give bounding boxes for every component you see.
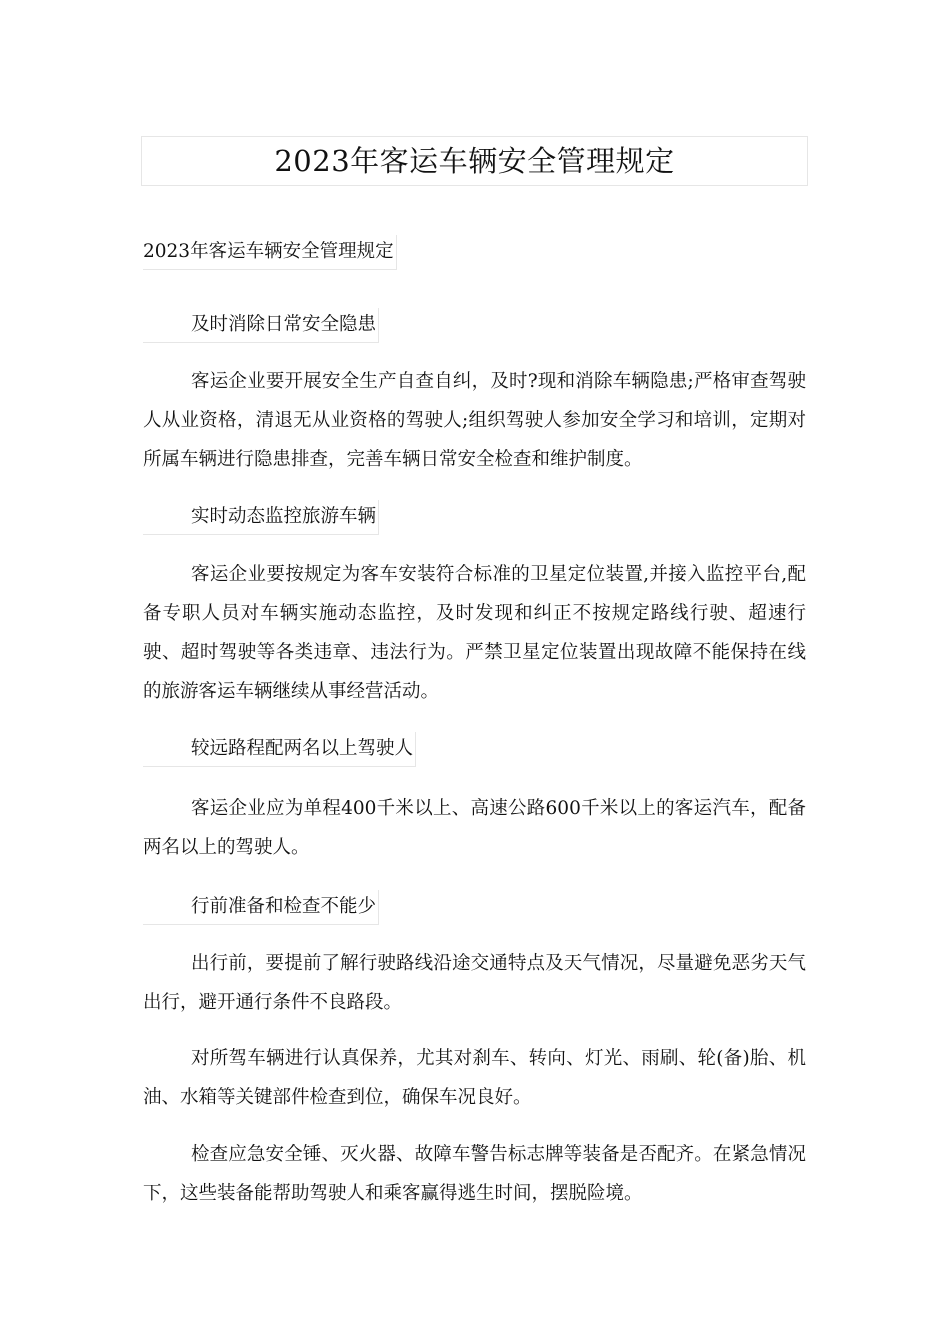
- section-heading-2: 实时动态监控旅游车辆: [143, 500, 379, 535]
- section-paragraph-2-1: 客运企业要按规定为客车安装符合标准的卫星定位装置,并接入监控平台,配备专职人员对车辆实施动态监控，及时发现和纠正不按规定路线行驶、超速行驶、超时驾驶等各类违章、违法行为。严禁卫星定位装置出现故障不能保持在线的旅游客运车辆继续从事经营活动。: [143, 564, 806, 702]
- section-paragraph-3-1: 客运企业应为单程400千米以上、高速公路600千米以上的客运汽车，配备两名以上的驾驶人。: [143, 798, 806, 858]
- section-paragraph-1-1: 客运企业要开展安全生产自查自纠，及时?现和消除车辆隐患;严格审查驾驶人从业资格，清退无从业资格的驾驶人;组织驾驶人参加安全学习和培训，定期对所属车辆进行隐患排查，完善车辆日常安全检查和维护制度。: [143, 371, 806, 470]
- section-heading-3: 较远路程配两名以上驾驶人: [143, 732, 416, 767]
- section-heading-4: 行前准备和检查不能少: [143, 890, 379, 925]
- section-paragraph-4-3: 检查应急安全锤、灭火器、故障车警告标志牌等装备是否配齐。在紧急情况下，这些装备能帮助驾驶人和乘客赢得逃生时间，摆脱险境。: [143, 1144, 806, 1204]
- document-title: 2023年客运车辆安全管理规定: [141, 136, 808, 186]
- section-paragraph-4-2: 对所驾车辆进行认真保养，尤其对刹车、转向、灯光、雨刷、轮(备)胎、机油、水箱等关键部件检查到位，确保车况良好。: [143, 1048, 806, 1108]
- section-heading-1: 及时消除日常安全隐患: [143, 308, 379, 343]
- section-paragraph-4-1: 出行前，要提前了解行驶路线沿途交通特点及天气情况，尽量避免恶劣天气出行，避开通行条件不良路段。: [143, 953, 806, 1013]
- document-subtitle: 2023年客运车辆安全管理规定: [143, 235, 397, 270]
